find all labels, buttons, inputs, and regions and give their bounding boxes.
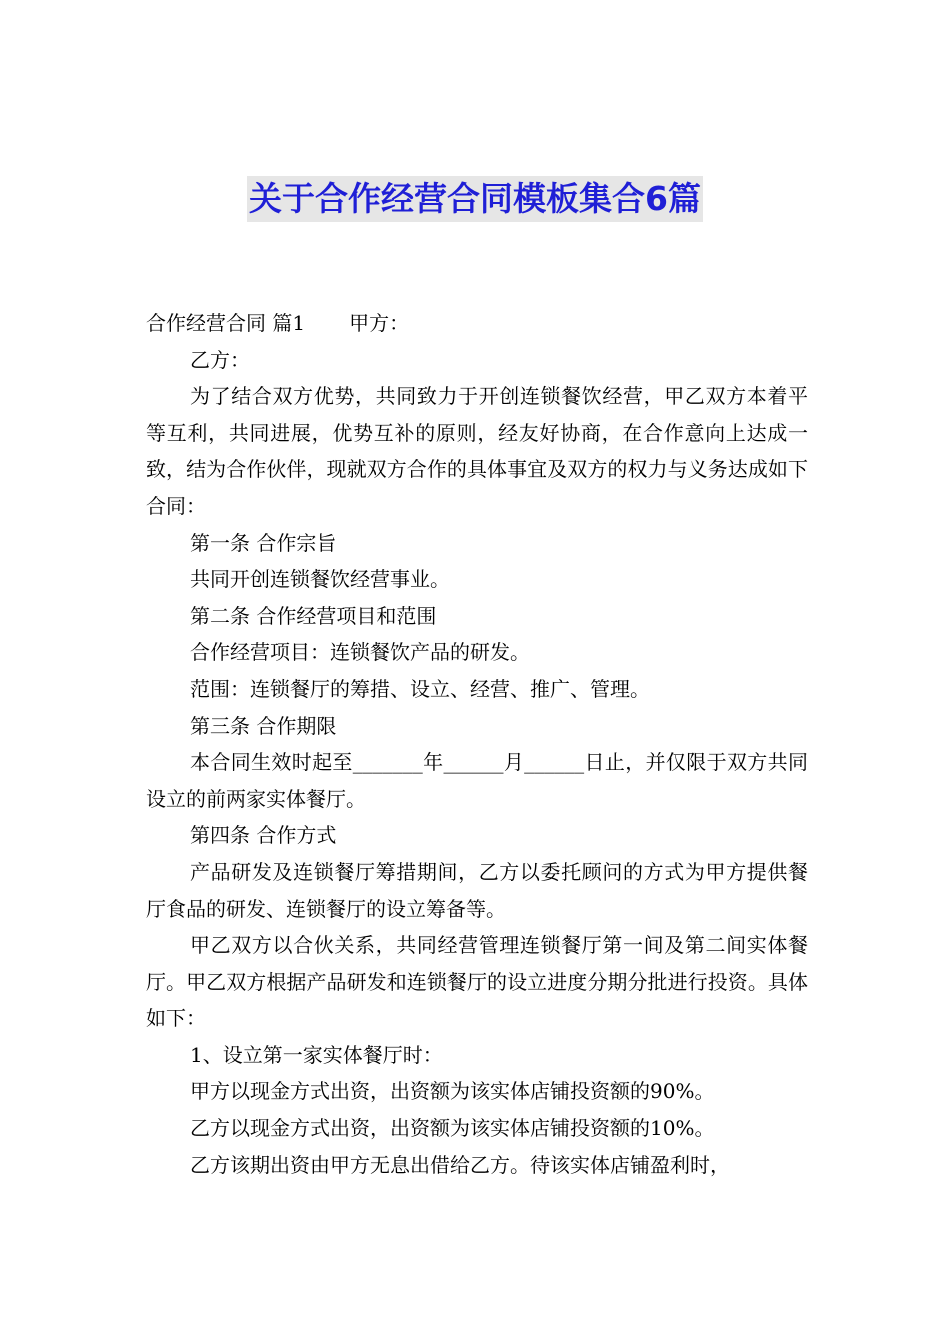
document-title: 关于合作经营合同模板集合6篇 [247, 176, 703, 222]
title-container [0, 176, 950, 222]
party-b-label: 乙方： [190, 347, 250, 372]
article-1-heading: 第一条 合作宗旨 [190, 530, 337, 555]
party-a-label: 甲方： [349, 311, 410, 335]
article-3-text: 本合同生效时起至_______年______月______日止，并仅限于双方共同设立的前两家实体餐厅。 [146, 750, 808, 811]
article-4-paragraph-1: 产品研发及连锁餐厅筹措期间，乙方以委托顾问的方式为甲方提供餐厅食品的研发、连锁餐厅的设立筹备等。 [146, 859, 808, 921]
article-4-heading: 第四条 合作方式 [190, 823, 337, 848]
article-2-scope: 范围：连锁餐厅的筹措、设立、经营、推广、管理。 [190, 676, 650, 701]
heading-line [146, 305, 808, 342]
article-1-text: 共同开创连锁餐饮经营事业。 [190, 567, 450, 592]
preamble-paragraph: 为了结合双方优势，共同致力于开创连锁餐饮经营，甲乙双方本着平等互利，共同进展，优势互补的原则，经友好协商，在合作意向上达成一致，结为合作伙伴，现就双方合作的具体事宜及双方的权力与义务达成如下合同： [146, 384, 808, 518]
article-2-heading: 第二条 合作经营项目和范围 [190, 603, 437, 628]
document-body [146, 305, 808, 1183]
contract-section-label: 合作经营合同 篇1 [146, 311, 306, 335]
article-4-paragraph-2: 甲乙双方以合伙关系，共同经营管理连锁餐厅第一间及第二间实体餐厅。甲乙双方根据产品研发和连锁餐厅的设立进度分期分批进行投资。具体如下： [146, 933, 808, 1031]
article-3-heading: 第三条 合作期限 [190, 713, 337, 738]
article-4-party-b-investment: 乙方以现金方式出资，出资额为该实体店铺投资额的10%。 [190, 1116, 715, 1141]
article-4-party-a-investment: 甲方以现金方式出资，出资额为该实体店铺投资额的90%。 [190, 1079, 715, 1104]
article-2-project: 合作经营项目：连锁餐饮产品的研发。 [190, 640, 530, 665]
article-4-loan-terms: 乙方该期出资由甲方无息出借给乙方。待该实体店铺盈利时， [190, 1152, 730, 1177]
article-4-item-1: 1、设立第一家实体餐厅时： [190, 1042, 443, 1067]
